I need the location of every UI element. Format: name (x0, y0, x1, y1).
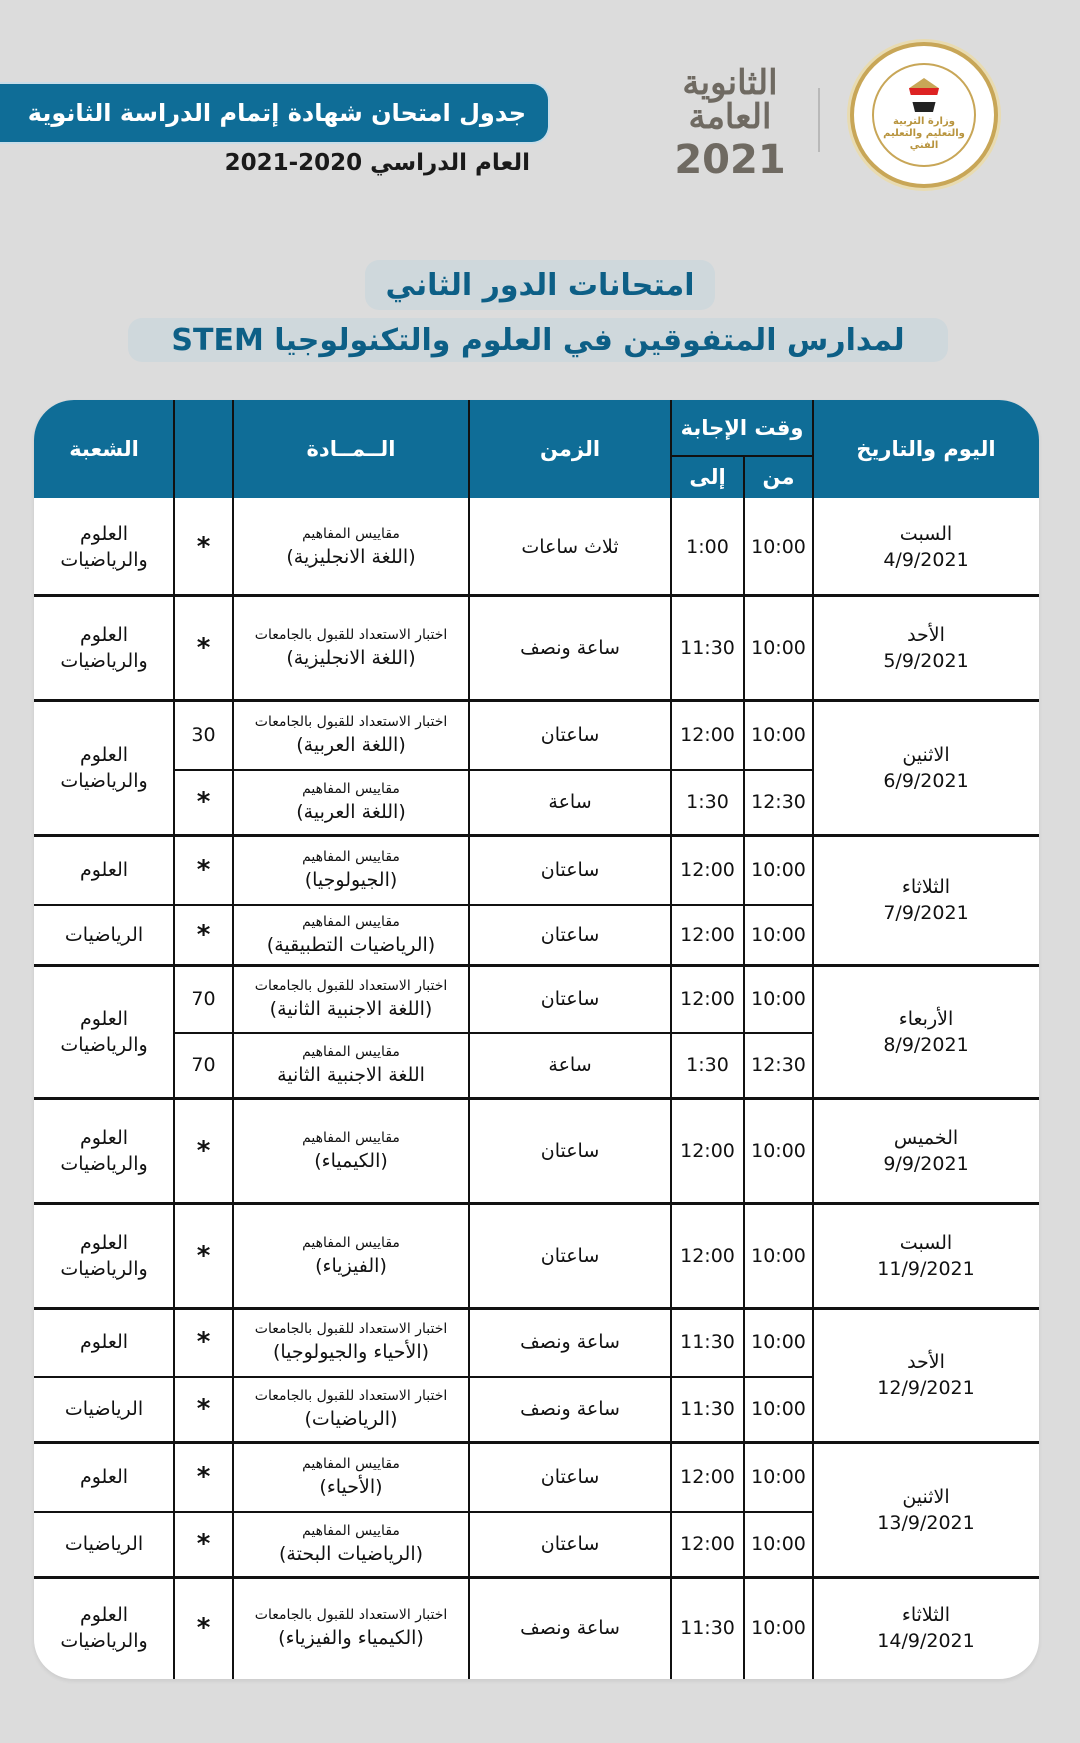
subject-name: (الجيولوجيا) (304, 868, 398, 891)
duration: ساعة ونصف (520, 1398, 620, 1420)
time-from: 10:00 (751, 1398, 806, 1420)
column-divider (468, 400, 470, 1679)
subject-type: مقاييس المفاهيم (302, 781, 400, 797)
day-name: الأربعاء (898, 1007, 954, 1030)
division-cell: العلوم (79, 1331, 129, 1353)
subject-cell (233, 965, 469, 1032)
time-from: 10:00 (751, 923, 806, 946)
subject-type: اختبار الاستعداد للقبول بالجامعات (254, 626, 448, 643)
day-date-cell (813, 1577, 1039, 1679)
duration: ساعتان (540, 1139, 600, 1162)
subject-cell (233, 1032, 469, 1098)
time-to: 11:30 (680, 1398, 735, 1420)
subject-name: (الفيزياء) (315, 1254, 387, 1277)
subject-cell (233, 904, 469, 965)
subject-cell (233, 1203, 469, 1308)
subject-cell (233, 835, 469, 904)
duration: ساعتان (540, 1244, 600, 1267)
exam-date: 7/9/2021 (883, 902, 969, 924)
column-divider (812, 400, 814, 1679)
day-name: الثلاثاء (901, 876, 951, 898)
division-cell: العلوم والرياضيات (60, 522, 148, 571)
exam-date: 4/9/2021 (883, 548, 969, 571)
subject-name: (اللغة العربية) (296, 801, 406, 823)
subject-cell (233, 1577, 469, 1679)
marks-cell: * (196, 1461, 211, 1492)
exam-date: 8/9/2021 (883, 1033, 969, 1056)
subject-cell (233, 1511, 469, 1577)
duration: ساعتان (540, 723, 600, 746)
time-to: 12:00 (680, 923, 735, 946)
marks-cell: * (196, 787, 211, 817)
marks-cell: * (196, 632, 211, 663)
ministry-seal-arabic: وزارة التربية والتعليم والتعليم الفني (883, 116, 965, 151)
time-from: 10:00 (751, 1533, 806, 1555)
subject-name: (اللغة الاجنبية الثانية) (269, 997, 433, 1020)
column-header-marks (174, 400, 233, 498)
subject-cell (233, 595, 469, 700)
subject-name: (الأحياء والجيولوجيا) (272, 1341, 430, 1363)
column-divider (232, 400, 234, 1679)
subject-name: (الكيمياء والفيزياء) (278, 1627, 424, 1649)
sub-row-divider (34, 1511, 813, 1513)
exam-schedule-table (34, 400, 1039, 1679)
schedule-title-banner (0, 84, 548, 142)
thanaweya-logo-year: 2021 (674, 137, 786, 183)
table-header (34, 400, 1039, 498)
subject-name: (الكيمياء) (314, 1149, 388, 1172)
subject-cell (233, 1376, 469, 1442)
marks-cell: * (196, 1327, 211, 1357)
subject-type: مقاييس المفاهيم (302, 848, 400, 865)
division-cell: الرياضيات (64, 923, 144, 946)
day-date-cell (813, 595, 1039, 700)
day-date-cell (813, 1442, 1039, 1577)
day-date-cell (813, 835, 1039, 965)
sub-row-divider (174, 769, 813, 771)
marks-cell: * (196, 1529, 211, 1559)
division-cell: العلوم (79, 858, 129, 881)
time-to: 1:30 (686, 791, 729, 813)
exam-date: 6/9/2021 (883, 769, 969, 792)
day-name: الخميس (893, 1126, 959, 1149)
duration: ساعة (548, 791, 592, 813)
column-header-to: إلى (689, 465, 726, 489)
subject-cell (233, 769, 469, 835)
time-from: 10:00 (751, 1331, 806, 1353)
subject-cell (233, 498, 469, 595)
subject-name: (الأحياء) (319, 1475, 383, 1498)
subject-name: (الرياضيات التطبيقية) (266, 933, 436, 956)
duration: ساعتان (540, 1465, 600, 1488)
time-from: 10:00 (751, 1465, 806, 1488)
day-date-cell (813, 700, 1039, 835)
marks-cell: * (196, 1613, 211, 1643)
exam-date: 5/9/2021 (883, 649, 969, 672)
duration: ساعتان (540, 1533, 600, 1555)
subject-type: مقاييس المفاهيم (302, 1044, 400, 1060)
academic-year: العام الدراسي 2020-2021 (224, 150, 530, 176)
division-cell: العلوم والرياضيات (60, 1604, 148, 1652)
time-to: 12:00 (680, 723, 735, 746)
time-from: 12:30 (751, 1054, 806, 1076)
marks-cell: * (196, 854, 211, 885)
day-name: الاثنين (902, 1485, 950, 1508)
time-to: 12:00 (680, 1244, 735, 1267)
time-to: 11:30 (680, 1331, 735, 1353)
duration: ساعتان (540, 858, 600, 881)
header-divider (671, 455, 813, 457)
time-to: 12:00 (680, 1465, 735, 1488)
subject-name: (الرياضيات) (304, 1408, 398, 1430)
day-date-cell (813, 1098, 1039, 1203)
time-from: 10:00 (751, 987, 806, 1010)
thanaweya-amma-logo (660, 63, 800, 186)
day-date-cell (813, 1308, 1039, 1442)
duration: ثلاث ساعات (521, 535, 619, 558)
marks-cell: * (196, 919, 211, 950)
subject-type: اختبار الاستعداد للقبول بالجامعات (254, 1607, 448, 1623)
division-cell: العلوم والرياضيات (60, 1007, 148, 1056)
time-to: 12:00 (680, 1139, 735, 1162)
day-date-cell (813, 965, 1039, 1098)
time-from: 10:00 (751, 858, 806, 881)
day-date-cell (813, 1203, 1039, 1308)
duration: ساعة ونصف (520, 1617, 620, 1639)
ministry-seal-logo (850, 42, 998, 188)
time-from: 10:00 (751, 636, 806, 659)
time-from: 10:00 (751, 1139, 806, 1162)
day-name: السبت (899, 522, 953, 545)
duration: ساعتان (540, 987, 600, 1010)
subject-type: مقاييس المفاهيم (302, 1523, 400, 1539)
division-cell: العلوم والرياضيات (60, 743, 148, 792)
subject-name: اللغة الاجنبية الثانية (277, 1064, 425, 1086)
subject-type: اختبار الاستعداد للقبول بالجامعات (254, 713, 448, 730)
column-header-from: من (762, 465, 795, 489)
exam-date: 13/9/2021 (877, 1511, 975, 1534)
day-name: السبت (899, 1231, 953, 1254)
logo-divider (818, 88, 820, 152)
column-header-division: الشعبة (69, 437, 139, 461)
time-from: 10:00 (751, 535, 806, 558)
duration: ساعة ونصف (520, 1331, 620, 1353)
time-to: 1:30 (686, 1054, 729, 1076)
column-header-day-date: اليوم والتاريخ (856, 437, 996, 461)
time-to: 11:30 (680, 1617, 735, 1639)
marks-cell: * (196, 531, 211, 562)
division-cell: الرياضيات (64, 1533, 144, 1555)
duration: ساعتان (540, 923, 600, 946)
time-to: 1:00 (686, 535, 729, 558)
exam-date: 14/9/2021 (877, 1630, 975, 1652)
column-divider (743, 456, 745, 1679)
time-to: 11:30 (680, 636, 735, 659)
division-cell: العلوم والرياضيات (60, 1126, 148, 1175)
marks-cell: * (196, 1135, 211, 1166)
eagle-emblem-icon (909, 78, 939, 112)
division-cell: العلوم والرياضيات (60, 1231, 148, 1280)
subject-type: مقاييس المفاهيم (302, 913, 400, 930)
subject-type: مقاييس المفاهيم (302, 1234, 400, 1251)
marks-cell: 30 (191, 723, 216, 746)
time-from: 10:00 (751, 1244, 806, 1267)
exam-date: 9/9/2021 (883, 1152, 969, 1175)
exam-round-title: امتحانات الدور الثاني (365, 260, 715, 310)
marks-cell: 70 (191, 987, 216, 1010)
day-name: الأحد (907, 1351, 945, 1373)
day-name: الأحد (907, 623, 945, 646)
subject-name: (الرياضيات البحتة) (278, 1543, 424, 1565)
stem-schools-title: لمدارس المتفوقين في العلوم والتكنولوجيا STEM (128, 318, 948, 362)
thanaweya-logo-text: الثانوية العامة (682, 63, 778, 137)
column-divider (173, 400, 175, 1679)
time-from: 10:00 (751, 1617, 806, 1639)
marks-cell: * (196, 1240, 211, 1271)
time-to: 12:00 (680, 987, 735, 1010)
duration: ساعة (548, 1054, 592, 1076)
subject-cell (233, 1442, 469, 1511)
time-from: 10:00 (751, 723, 806, 746)
day-date-cell (813, 498, 1039, 595)
subject-type: مقاييس المفاهيم (302, 1129, 400, 1146)
sub-row-divider (34, 1376, 813, 1378)
subject-type: اختبار الاستعداد للقبول بالجامعات (254, 1321, 448, 1337)
subject-name: (اللغة العربية) (296, 733, 406, 756)
subject-cell (233, 1098, 469, 1203)
duration: ساعة ونصف (520, 636, 620, 659)
column-header-subject: الــمــادة (306, 437, 396, 461)
subject-type: اختبار الاستعداد للقبول بالجامعات (254, 977, 448, 994)
division-cell: العلوم والرياضيات (60, 623, 148, 672)
subject-type: مقاييس المفاهيم (302, 1455, 400, 1472)
subject-cell (233, 700, 469, 769)
division-cell: العلوم (79, 1465, 129, 1488)
day-name: الاثنين (902, 743, 950, 766)
time-from: 12:30 (751, 791, 806, 813)
subject-type: اختبار الاستعداد للقبول بالجامعات (254, 1388, 448, 1404)
marks-cell: 70 (191, 1054, 216, 1076)
column-header-duration: الزمن (539, 437, 601, 461)
schedule-title: جدول امتحان شهادة إتمام الدراسة الثانوية (27, 99, 526, 127)
time-to: 12:00 (680, 858, 735, 881)
exam-date: 12/9/2021 (877, 1377, 975, 1399)
subject-name: (اللغة الانجليزية) (286, 545, 416, 568)
column-divider (670, 400, 672, 1679)
subject-type: مقاييس المفاهيم (302, 525, 400, 542)
subject-cell (233, 1308, 469, 1376)
sub-row-divider (174, 1032, 813, 1034)
time-to: 12:00 (680, 1533, 735, 1555)
sub-row-divider (34, 904, 813, 906)
column-header-answer-time: وقت الإجابة (680, 416, 804, 440)
day-name: الثلاثاء (901, 1604, 951, 1626)
marks-cell: * (196, 1394, 211, 1424)
subject-name: (اللغة الانجليزية) (286, 646, 416, 669)
exam-date: 11/9/2021 (877, 1257, 975, 1280)
division-cell: الرياضيات (64, 1398, 144, 1420)
